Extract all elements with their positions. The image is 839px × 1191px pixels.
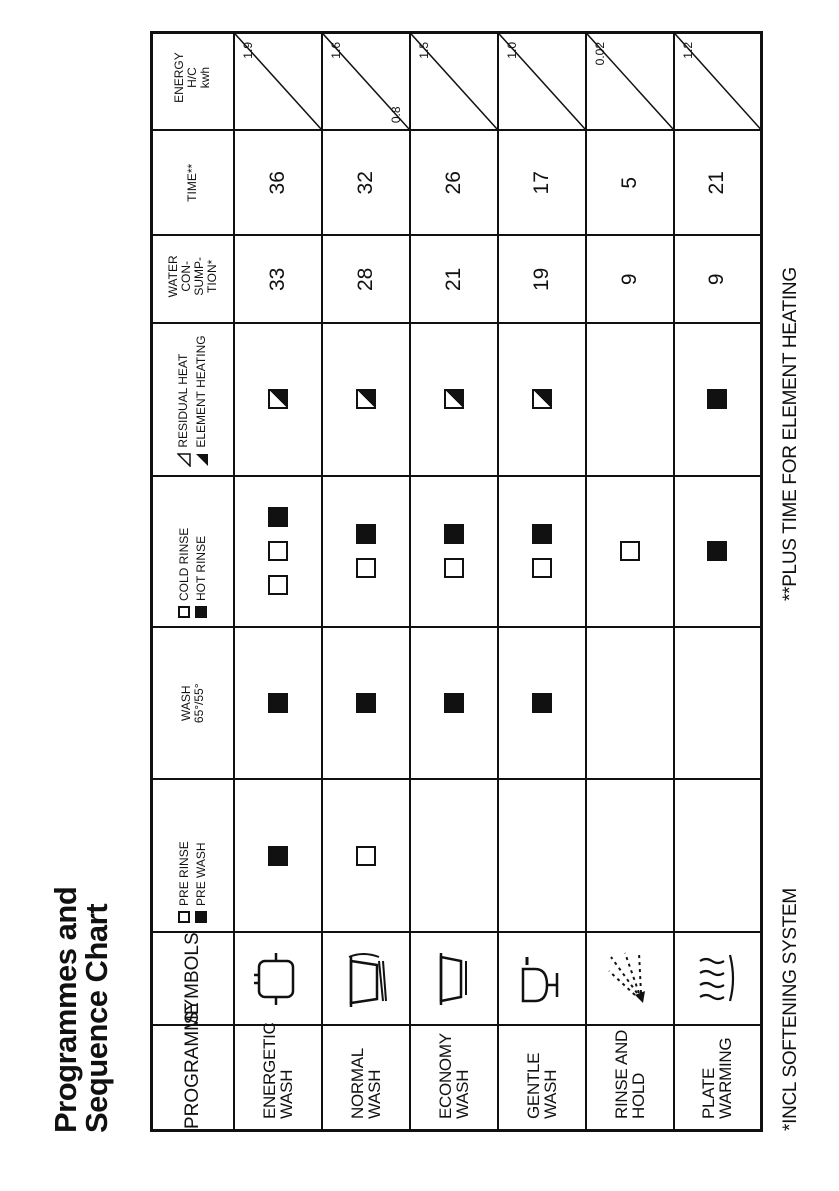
- filled-square-icon: [707, 389, 727, 409]
- water-value: 33: [234, 235, 322, 323]
- half-square-icon: [532, 389, 552, 409]
- wash-cell: [498, 627, 586, 779]
- footnote-element-heating: **PLUS TIME FOR ELEMENT HEATING: [780, 267, 801, 601]
- programme-symbol: [498, 932, 586, 1025]
- open-square-icon: [356, 558, 376, 578]
- energy-hot-value: 1.9: [240, 42, 255, 59]
- half-square-icon: [268, 389, 288, 409]
- water-header: WATER CON- SUMP- TION*: [152, 235, 234, 323]
- rinse-cell: [674, 476, 762, 627]
- pre-cell: [674, 780, 762, 932]
- page-title: [50, 887, 112, 1133]
- drying-cell: [234, 323, 322, 475]
- programme-name: ENERGETIC WASH: [234, 1025, 322, 1130]
- programme-name: GENTLE WASH: [498, 1025, 586, 1130]
- title-line-1: Programmes and: [48, 886, 83, 1133]
- residual-heat-legend: RESIDUAL HEAT: [177, 324, 191, 466]
- programme-chart: [150, 31, 763, 1132]
- pre-header: [152, 780, 234, 932]
- filled-square-icon: [195, 606, 207, 618]
- drying-cell: [674, 323, 762, 475]
- drying-cell: [410, 323, 498, 475]
- wash-cell: [586, 627, 674, 779]
- energy-cell: [498, 33, 586, 131]
- drying-cell: [498, 323, 586, 475]
- spray-icon: [636, 951, 653, 1007]
- programme-header: PROGRAMME: [152, 1025, 234, 1130]
- open-square-icon: [620, 541, 640, 561]
- cold-rinse-legend: COLD RINSE: [178, 477, 191, 618]
- time-header: TIME**: [152, 130, 234, 235]
- programme-name: PLATE WARMING: [674, 1025, 762, 1130]
- filled-triangle-icon: [195, 453, 209, 467]
- time-value: 32: [322, 130, 410, 235]
- rinse-header: [152, 476, 234, 627]
- water-value: 9: [674, 235, 762, 323]
- filled-square-icon: [195, 911, 207, 923]
- programme-name: NORMAL WASH: [322, 1025, 410, 1130]
- filled-square-icon: [707, 541, 727, 561]
- pot-icon: [286, 951, 303, 1007]
- energy-hot-value: 1.6: [328, 42, 343, 59]
- pre-cell: [498, 780, 586, 932]
- time-value: 26: [410, 130, 498, 235]
- table-row: [234, 33, 322, 1131]
- title-line-2: Sequence Chart: [79, 903, 114, 1133]
- programme-symbol: [234, 932, 322, 1025]
- table-row: [674, 33, 762, 1131]
- energy-cell: [674, 33, 762, 131]
- filled-square-icon: [268, 846, 288, 866]
- energy-hot-value: 1.5: [416, 42, 431, 59]
- wash-cell: [410, 627, 498, 779]
- glass-icon: [548, 953, 565, 1005]
- footnote-softening: *INCL SOFTENING SYSTEM: [780, 888, 801, 1131]
- drying-cell: [586, 323, 674, 475]
- energy-cell: [586, 33, 674, 131]
- wash-cell: [674, 627, 762, 779]
- water-value: 9: [586, 235, 674, 323]
- open-square-icon: [268, 541, 288, 561]
- programme-name: RINSE AND HOLD: [586, 1025, 674, 1130]
- programme-symbol: [586, 932, 674, 1025]
- programme-symbol: [674, 932, 762, 1025]
- energy-hot-value: 1.0: [504, 42, 519, 59]
- filled-square-icon: [444, 524, 464, 544]
- table-row: [322, 33, 410, 1131]
- open-square-icon: [444, 558, 464, 578]
- pre-rinse-legend: PRE RINSE: [178, 781, 191, 923]
- time-value: 17: [498, 130, 586, 235]
- filled-square-icon: [532, 524, 552, 544]
- water-value: 21: [410, 235, 498, 323]
- table-row: [586, 33, 674, 1131]
- open-square-icon: [178, 606, 190, 618]
- drying-cell: [322, 323, 410, 475]
- energy-cell: [234, 33, 322, 131]
- time-value: 21: [674, 130, 762, 235]
- casserole-icon: [374, 949, 391, 1009]
- time-value: 36: [234, 130, 322, 235]
- rinse-cell: [322, 476, 410, 627]
- filled-square-icon: [356, 693, 376, 713]
- water-value: 19: [498, 235, 586, 323]
- wash-cell: [322, 627, 410, 779]
- energy-hot-value: 0.02: [592, 42, 607, 66]
- table-row: [498, 33, 586, 1131]
- pre-cell: [586, 780, 674, 932]
- filled-square-icon: [268, 693, 288, 713]
- filled-square-icon: [356, 524, 376, 544]
- heat-icon: [725, 951, 742, 1007]
- pre-cell: [234, 780, 322, 932]
- symbols-header: SYMBOLS: [152, 932, 234, 1025]
- rinse-cell: [410, 476, 498, 627]
- open-square-icon: [356, 846, 376, 866]
- pre-wash-legend: PRE WASH: [195, 781, 208, 923]
- rinse-cell: [234, 476, 322, 627]
- energy-cell: [322, 33, 410, 131]
- rinse-cell: [498, 476, 586, 627]
- water-value: 28: [322, 235, 410, 323]
- programme-symbol: [410, 932, 498, 1025]
- energy-header: ENERGY H/C kwh: [152, 33, 234, 131]
- open-square-icon: [268, 575, 288, 595]
- filled-square-icon: [532, 693, 552, 713]
- element-heating-legend: ELEMENT HEATING: [195, 324, 209, 466]
- open-square-icon: [532, 558, 552, 578]
- open-square-icon: [178, 911, 190, 923]
- half-square-icon: [356, 389, 376, 409]
- hot-rinse-legend: HOT RINSE: [195, 477, 208, 618]
- open-triangle-icon: [177, 453, 191, 467]
- rinse-cell: [586, 476, 674, 627]
- energy-cold-value: 0.8: [388, 106, 403, 124]
- programme-symbol: [322, 932, 410, 1025]
- filled-square-icon: [444, 693, 464, 713]
- table-row: [410, 33, 498, 1131]
- dish-icon: [458, 951, 475, 1007]
- energy-hot-value: 1.2: [680, 42, 695, 59]
- pre-cell: [322, 780, 410, 932]
- time-value: 5: [586, 130, 674, 235]
- pre-cell: [410, 780, 498, 932]
- energy-cell: [410, 33, 498, 131]
- filled-square-icon: [268, 507, 288, 527]
- header-row: [152, 33, 234, 1131]
- wash-cell: [234, 627, 322, 779]
- programme-name: ECONOMY WASH: [410, 1025, 498, 1130]
- drying-header: [152, 323, 234, 475]
- wash-header: WASH 65°/55°: [152, 627, 234, 779]
- half-square-icon: [444, 389, 464, 409]
